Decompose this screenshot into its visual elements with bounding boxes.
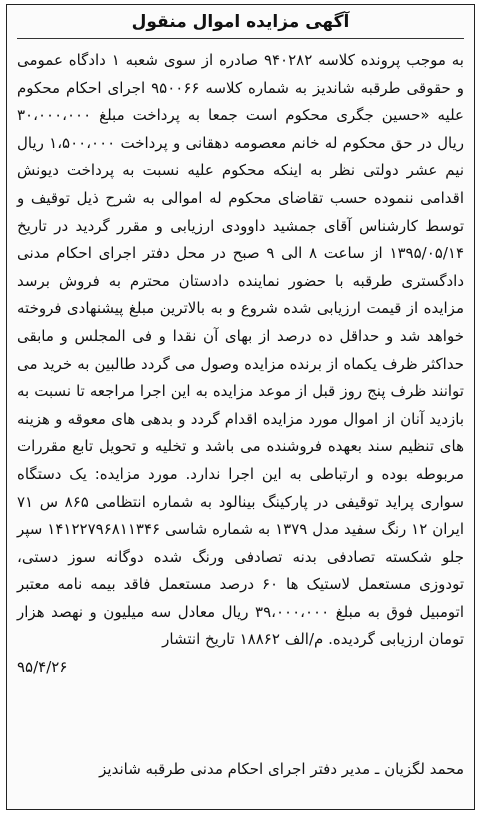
notice-body: به موجب پرونده کلاسه ۹۴۰۲۸۲ صادره از سوی شعبه ۱ دادگاه عمومی و حقوقی طرقبه شاندیز به شماره کلاسه ۹۵۰۰۶۶ اجرای احکام محکوم علیه «حسین جگری محکوم است جمعا به پرداخت مبلغ ۳۰،۰۰۰،۰۰۰ ریال در حق محکوم له خانم معصومه دهقانی و پرداخت ۱،۵۰۰،۰۰۰ ریال نیم عشر دولتی نظر به اینکه محکوم علیه نسبت به پرداخت دیونش اقدامی ننموده حسب تقاضای محکوم له اموالی به شرح ذیل توقیف و توسط کارشناس آقای جمشید داوودی ارزیابی و مقرر گردید در تاریخ ۱۳۹۵/۰۵/۱۴ از ساعت ۸ الی ۹ صبح در محل دفتر اجرای احکام مدنی دادگستری طرقبه با حضور نماینده دادستان محترم به فروش برسد مزایده از قیمت ارزیابی شده شروع و به بالاترین مبلغ پیشنهادی فروخته خواهد شد و حداقل ده درصد از بهای آن نقدا و فی المجلس و مابقی حداکثر ظرف یکماه از برنده مزایده وصول می گردد طالبین به خرید می توانند ظرف پنج روز قبل از موعد مزایده به این اجرا مراجعه تا نسبت به بازدید آنان از اموال مورد مزایده اقدام گردد و بدهی های معوقه و هزینه های تنظیم سند بعهده فروشنده می باشد و تخلیه و تحویل تابع مقررات مربوطه بوده و ارتباطی به این اجرا ندارد. مورد مزایده: یک دستگاه سواری پراید توقیفی در پارکینگ بینالود به شماره انتظامی ۸۶۵ س ۷۱ ایران ۱۲ رنگ سفید مدل ۱۳۷۹ به شماره شاسی ۱۴۱۲۲۷۹۶۸۱۱۳۴۶ سپر جلو شکسته تصادفی بدنه تصادفی ورنگ شده دوگانه سوز دستی، تودوزی مستعمل لاستیک ها ۶۰ درصد مستعمل فاقد بیمه نامه معتبر اتومبیل فوق به مبلغ ۳۹،۰۰۰،۰۰۰ ریال معادل سه میلیون و نهصد هزار تومان ارزیابی گردیده. م/الف ۱۸۸۶۲ تاریخ انتشار xyxy=(17,51,465,649)
notice-signature: محمد لگزیان ـ مدیر دفتر اجرای احکام مدنی طرقبه شاندیز xyxy=(99,760,464,778)
notice-title: آگهی مزایده اموال منقول xyxy=(131,12,350,32)
publish-date: ۹۵/۴/۲۶ xyxy=(17,658,68,677)
title-divider xyxy=(17,38,464,39)
notice-box xyxy=(6,4,475,810)
